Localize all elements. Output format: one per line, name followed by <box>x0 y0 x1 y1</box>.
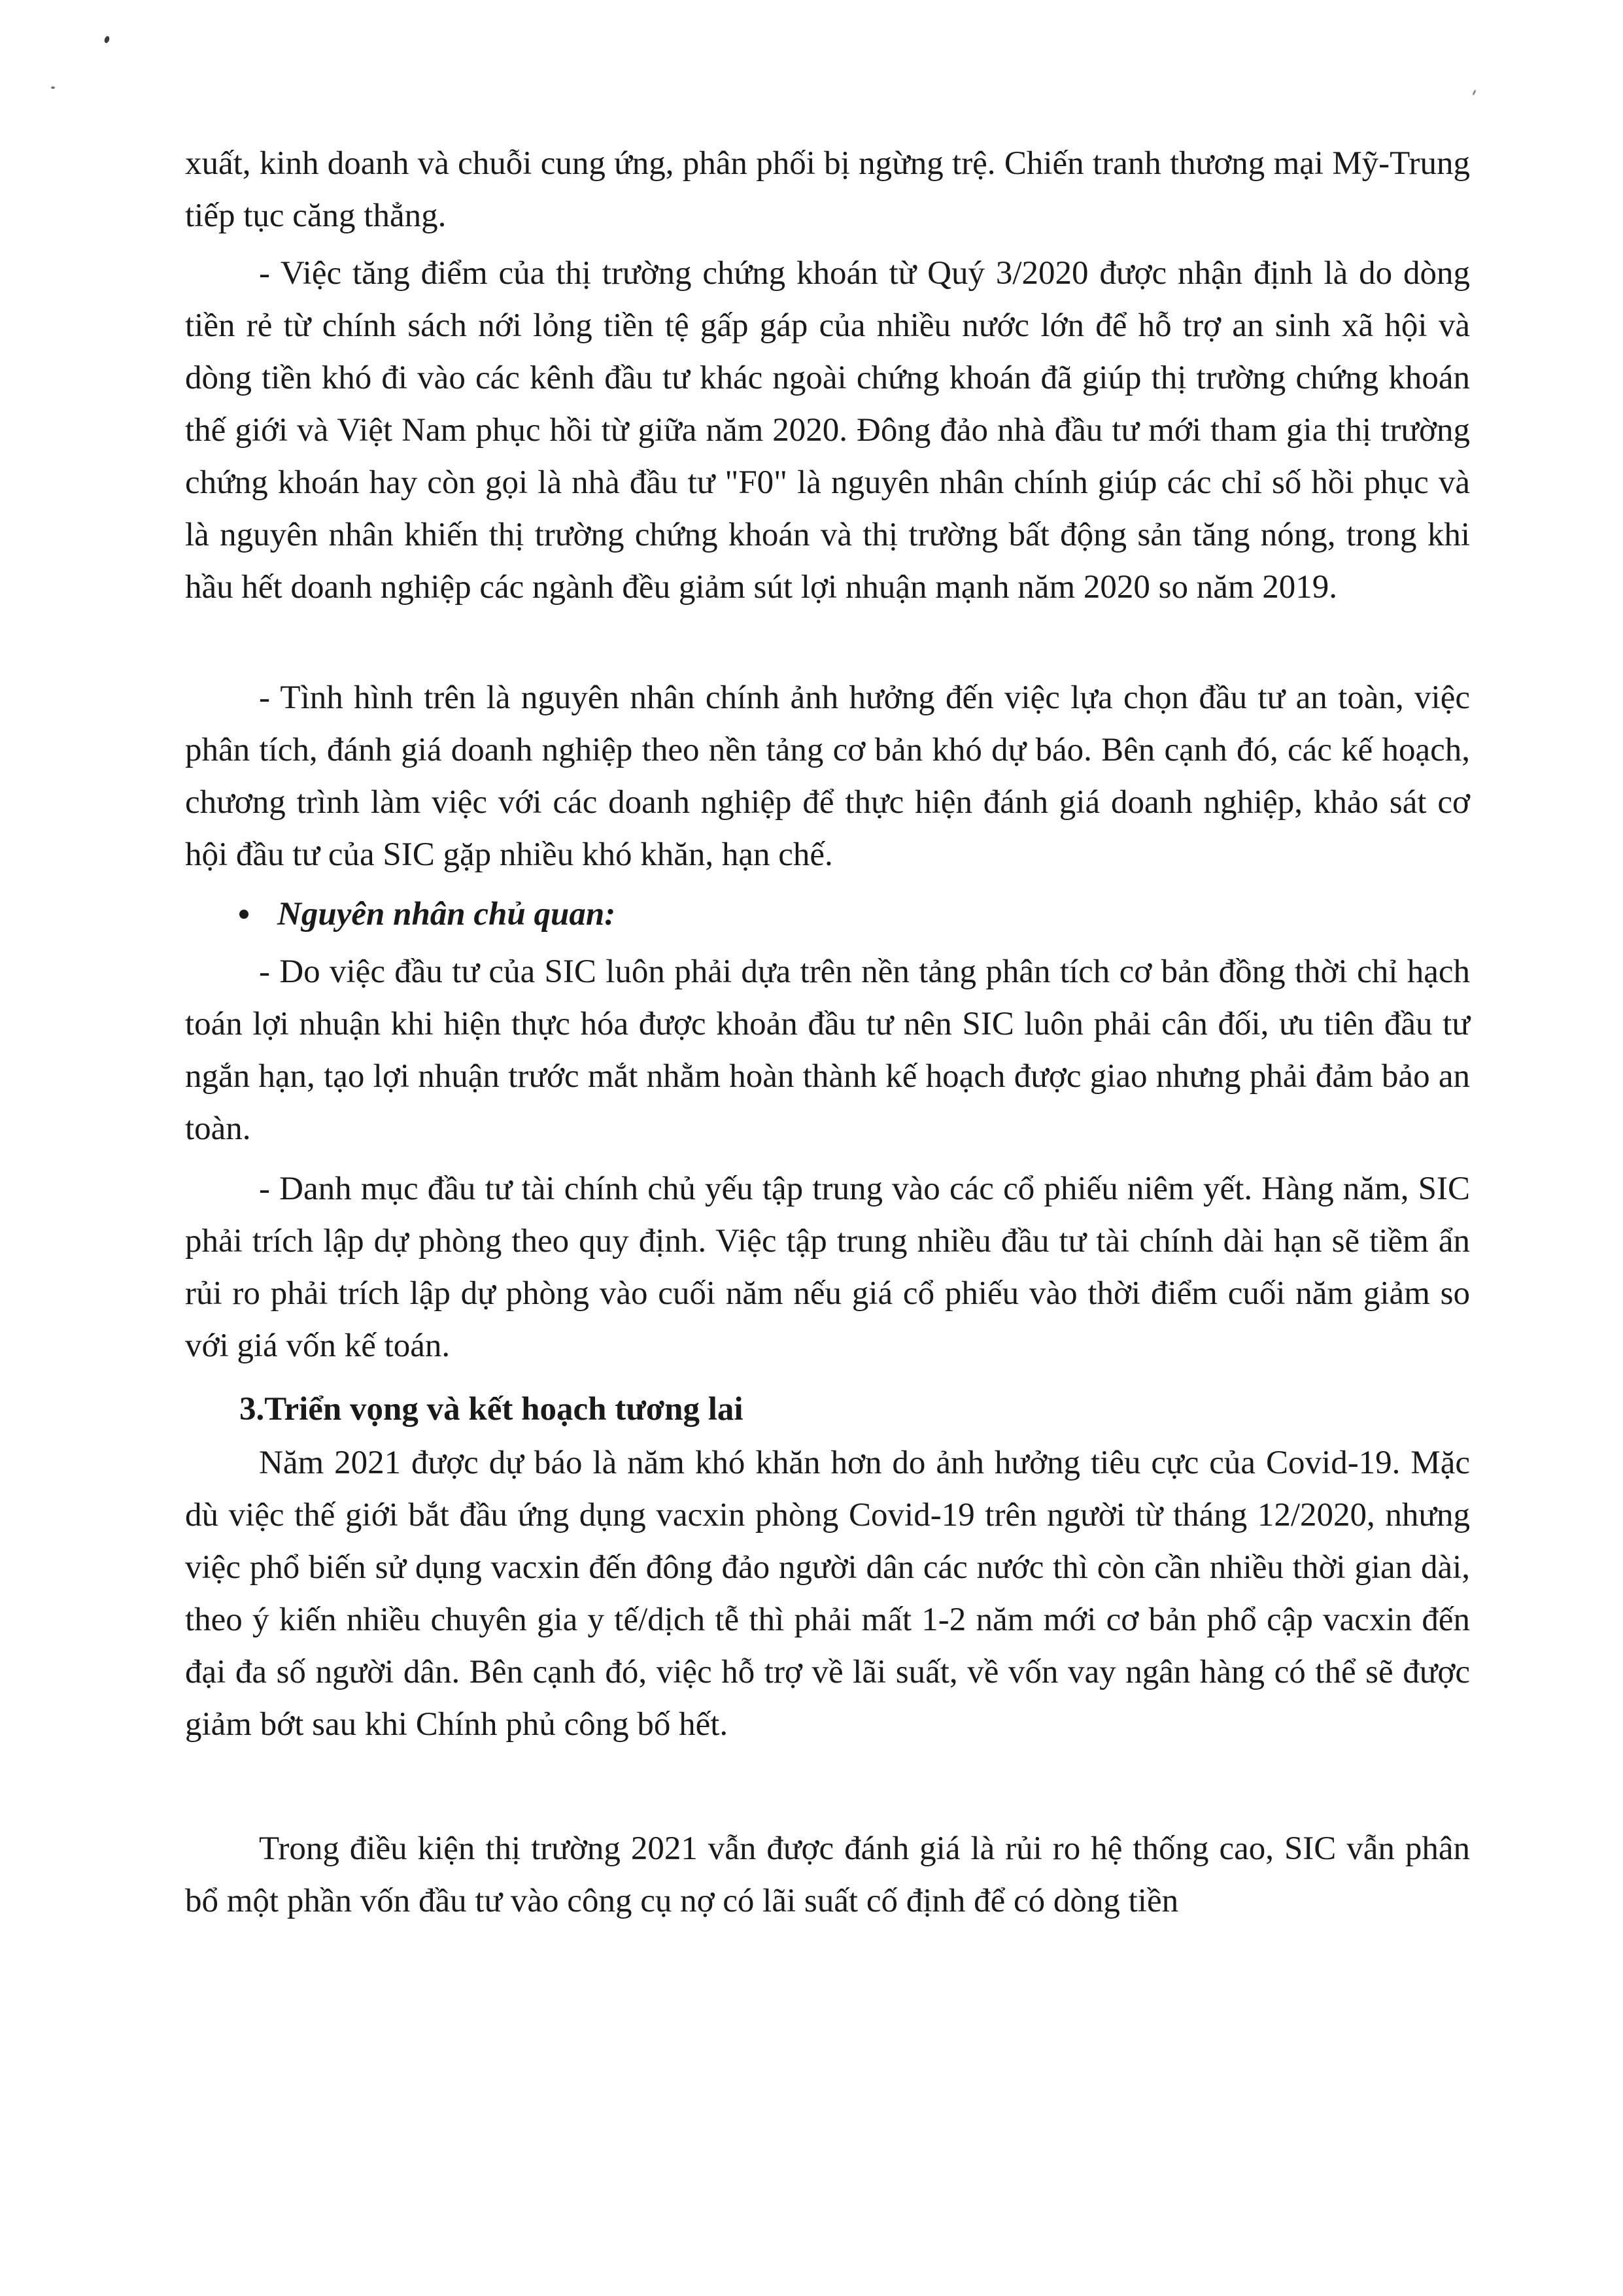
scan-speck <box>103 35 110 44</box>
paragraph-market-rise: - Việc tăng điểm của thị trường chứng khoán từ Quý 3/2020 được nhận định là do dòng tiền rẻ từ chính sách nới lỏng tiền tệ gấp gáp của nhiều nước lớn để hỗ trợ an sinh xã hội và dòng tiền khó đi vào các kênh đầu tư khác ngoài chứng khoán đã giúp thị trường chứng khoán thế giới và Việt Nam phục hồi từ giữa năm 2020. Đông đảo nhà đầu tư mới tham gia thị trường chứng khoán hay còn gọi là nhà đầu tư "F0" là nguyên nhân chính giúp các chỉ số hồi phục và là nguyên nhân khiến thị trường chứng khoán và thị trường bất động sản tăng nóng, trong khi hầu hết doanh nghiệp các ngành đều giảm sút lợi nhuận mạnh năm 2020 so năm 2019. <box>185 255 1470 606</box>
scan-speck <box>51 86 55 89</box>
paragraph-outlook-2021: Năm 2021 được dự báo là năm khó khăn hơn do ảnh hưởng tiêu cực của Covid-19. Mặc dù việc thế giới bắt đầu ứng dụng vacxin phòng Covid-19 trên người từ tháng 12/2020, nhưng việc phổ biến sử dụng vacxin đến đông đảo người dân các nước thì còn cần nhiều thời gian dài, theo ý kiến nhiều chuyên gia y tế/dịch tễ thì phải mất 1-2 năm mới cơ bản phổ cập vacxin đến đại đa số người dân. Bên cạnh đó, việc hỗ trợ về lãi suất, về vốn vay ngân hàng có thể sẽ được giảm bớt sau khi Chính phủ công bố hết. <box>185 1445 1470 1743</box>
paragraph-impact: - Tình hình trên là nguyên nhân chính ảnh hưởng đến việc lựa chọn đầu tư an toàn, việc phân tích, đánh giá doanh nghiệp theo nền tảng cơ bản khó dự báo. Bên cạnh đó, các kế hoạch, chương trình làm việc với các doanh nghiệp để thực hiện đánh giá doanh nghiệp, khảo sát cơ hội đầu tư của SIC gặp nhiều khó khăn, hạn chế. <box>185 679 1470 873</box>
paragraph-sic-investment: - Do việc đầu tư của SIC luôn phải dựa trên nền tảng phân tích cơ bản đồng thời chỉ hạch toán lợi nhuận khi hiện thực hóa được khoản đầu tư nên SIC luôn phải cân đối, ưu tiên đầu tư ngắn hạn, tạo lợi nhuận trước mắt nhằm hoàn thành kế hoạch được giao nhưng phải đảm bảo an toàn. <box>185 953 1470 1147</box>
section-heading-outlook: 3.Triển vọng và kết hoạch tương lai <box>239 1391 743 1428</box>
paragraph-continuation: xuất, kinh doanh và chuỗi cung ứng, phân phối bị ngừng trệ. Chiến tranh thương mại Mỹ-Trung tiếp tục căng thẳng. <box>185 145 1470 234</box>
bullet-icon <box>239 910 248 919</box>
scan-speck <box>1472 90 1477 95</box>
bullet-subjective-causes <box>239 888 615 940</box>
bullet-label: Nguyên nhân chủ quan: <box>277 896 616 933</box>
paragraph-portfolio: - Danh mục đầu tư tài chính chủ yếu tập trung vào các cổ phiếu niêm yết. Hàng năm, SIC phải trích lập dự phòng theo quy định. Việc tập trung nhiều đầu tư tài chính dài hạn sẽ tiềm ẩn rủi ro phải trích lập dự phòng vào cuối năm nếu giá cổ phiếu vào thời điểm cuối năm giảm so với giá vốn kế toán. <box>185 1171 1470 1364</box>
paragraph-market-conditions: Trong điều kiện thị trường 2021 vẫn được đánh giá là rủi ro hệ thống cao, SIC vẫn phân bổ một phần vốn đầu tư vào công cụ nợ có lãi suất cố định để có dòng tiền <box>185 1830 1470 1919</box>
